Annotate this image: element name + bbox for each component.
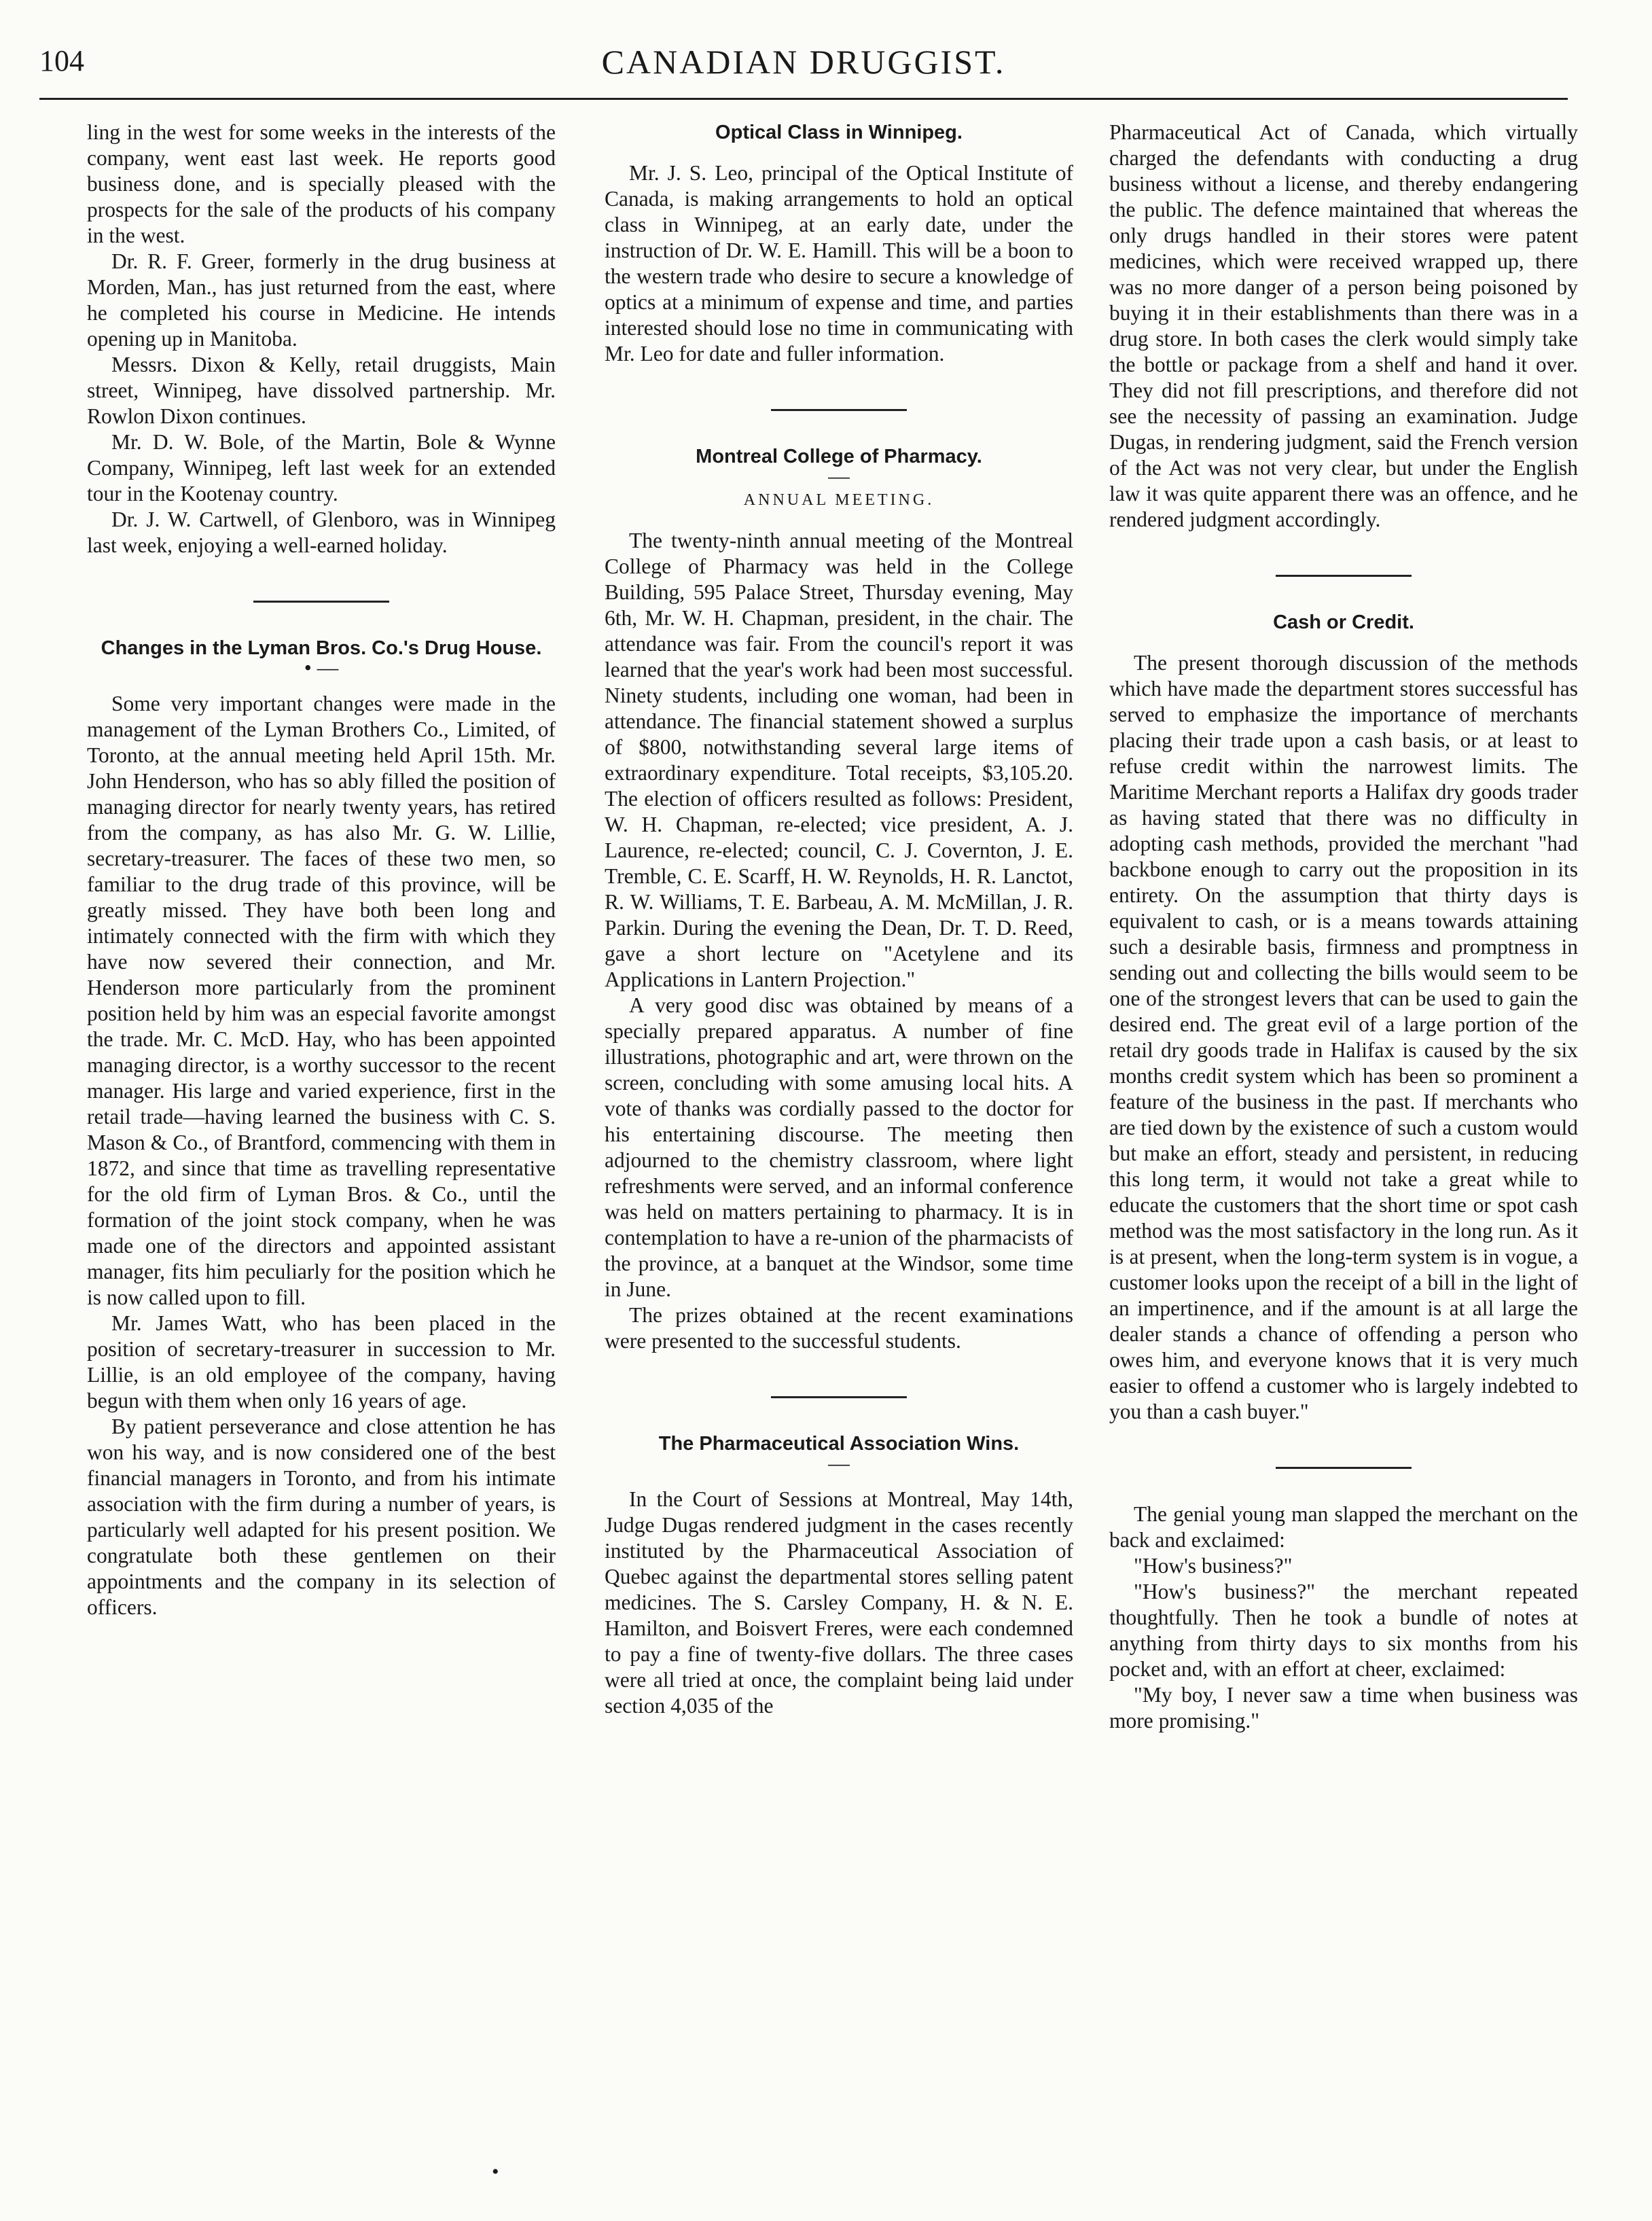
heading-mark: — (828, 464, 850, 488)
paragraph: Mr. James Watt, who has been placed in the position of secretary-treasurer in succession to Mr. Lillie, is an old employee of the company, having begun with them when only 16 years of age. (87, 1311, 556, 1412)
paragraph: "My boy, I never saw a time when business was more promising." (1109, 1683, 1578, 1733)
paragraph: Mr. D. W. Bole, of the Martin, Bole & Wynne Company, Winnipeg, left last week for an extended tour in the Kootenay country. (87, 430, 556, 505)
section-divider (1276, 1467, 1412, 1469)
section-divider (771, 409, 907, 411)
article-heading: Changes in the Lyman Bros. Co.'s Drug House. (101, 637, 542, 659)
page-number: 104 (39, 44, 84, 77)
article-heading: Optical Class in Winnipeg. (715, 122, 963, 143)
article-heading: Montreal College of Pharmacy. (696, 446, 982, 467)
paragraph: Dr. J. W. Cartwell, of Glenboro, was in Winnipeg last week, enjoying a well-earned holiday. (87, 508, 556, 557)
column-3 (1109, 120, 1578, 1734)
column-1 (87, 120, 556, 1620)
section-divider (1276, 575, 1412, 577)
paragraph: A very good disc was obtained by means of a specially prepared apparatus. A number of fine illustrations, photographic and art, were thrown on the screen, concluding with some amusing local hits. A vote of thanks was cordially passed to the doctor for his entertaining discourse. The meeting then adjourned to the chemistry classroom, where light refreshments were served, and an informal conference was held on matters pertaining to pharmacy. It is in contemplation to have a re-union of the pharmacists of the province, at a banquet at the Windsor, some time in June. (605, 993, 1073, 1301)
article-heading: The Pharmaceutical Association Wins. (658, 1433, 1020, 1455)
paragraph: The present thorough discussion of the methods which have made the department stores successful has served to emphasize the importance of merchants placing their trade upon a cash basis, or at least to refuse credit within the narrowest limits. The Maritime Merchant reports a Halifax dry goods trader as having stated that there was no difficulty in adopting cash methods, provided the merchant "had backbone enough to carry out the proposition in its entirety. On the assumption that thirty days is equivalent to cash, or is a means towards attaining such a desirable basis, firmness and promptness in sending out and collecting the bills would seem to be one of the strongest levers that can be used to gain the desired end. The great evil of a large portion of the retail dry goods trade in Halifax is caused by the six months credit system which has been so prominent a feature of the business in the past. If merchants who are tied down by the existence of such a custom would but make an effort, steady and persistent, in reducing this long term, it would not take a great while to educate the customers that the short time or spot cash method was the most satisfactory in the long run. As it is at present, when the long-term system is in vogue, a customer looks upon the receipt of a bill in the light of an impertinence, and if the amount is at all large the dealer stands a chance of offending a person who owes him, and everyone knows that it is very much easier to offend a customer who is largely indebted to you than a cash buyer." (1109, 651, 1578, 1423)
paragraph: By patient perseverance and close attention he has won his way, and is now considered one of the best financial managers in Toronto, and from his intimate association with the firm during a number of years, is particularly well adapted for his present position. We congratulate both these gentlemen on their appointments and the company in its selection of officers. (87, 1415, 556, 1619)
paragraph: Some very important changes were made in the management of the Lyman Brothers Co., Limited, of Toronto, at the annual meeting held April 15th. Mr. John Henderson, who has so ably filled the position of managing director for nearly twenty years, has retired from the company, as has also Mr. G. W. Lillie, secretary-treasurer. The faces of these two men, so familiar to the drug trade of this province, will be greatly missed. They have both been long and intimately connected with the firm with which they have now severed their connection, and Mr. Henderson more particularly from the prominent position held by him was an especial favorite amongst the trade. Mr. C. McD. Hay, who has been appointed managing director, is a worthy successor to the recent manager. His large and varied experience, first in the retail trade—having learned the business with C. S. Mason & Co., of Brantford, commencing with them in 1872, and since that time as travelling representative for the old firm of Lyman Bros. & Co., until the formation of the joint stock company, when he was made one of the directors and appointed assistant manager, fits him peculiarly for the position which he is now called upon to fill. (87, 692, 556, 1309)
paragraph: The prizes obtained at the recent examinations were presented to the successful students. (605, 1303, 1073, 1353)
paragraph: Pharmaceutical Act of Canada, which virtually charged the defendants with conducting a drug business without a license, and thereby endangering the public. The defence maintained that whereas the only drugs handled in their stores were patent medicines, which were received wrapped up, there was no more danger of a person being poisoned by buying it in their establishments than there was in a drug store. In both cases the clerk would simply take the bottle or package from a shelf and hand it over. They did not fill prescriptions, and therefore did not see the necessity of passing an examination. Judge Dugas, in rendering judgment, said the French version of the Act was not very clear, but under the English law it was quite apparent there was an offence, and he rendered judgment accordingly. (1109, 120, 1578, 531)
section-divider (253, 601, 389, 603)
paragraph: In the Court of Sessions at Montreal, May 14th, Judge Dugas rendered judgment in the cases recently instituted by the Pharmaceutical Association of Quebec against the departmental stores selling patent medicines. The S. Carsley Company, H. & N. E. Hamilton, and Boisvert Freres, were each condemned to pay a fine of twenty-five dollars. The three cases were all tried at once, the complaint being laid under section 4,035 of the (605, 1487, 1073, 1718)
page-header (39, 39, 1568, 100)
paragraph: Messrs. Dixon & Kelly, retail druggists, Main street, Winnipeg, have dissolved partnership. Mr. Rowlon Dixon continues. (87, 353, 556, 428)
paragraph: "How's business?" (1134, 1554, 1293, 1578)
column-2 (605, 120, 1073, 1719)
heading-mark: • — (304, 656, 339, 679)
paragraph: "How's business?" the merchant repeated thoughtfully. Then he took a bundle of notes at anything from thirty days to six months from his pocket and, with an effort at cheer, exclaimed: (1109, 1580, 1578, 1681)
section-divider (771, 1396, 907, 1398)
footer-mark: • (492, 2161, 499, 2183)
article-subheading: ANNUAL MEETING. (743, 491, 935, 509)
paragraph: Dr. R. F. Greer, formerly in the drug business at Morden, Man., has just returned from the east, where he completed his course in Medicine. He intends opening up in Manitoba. (87, 249, 556, 351)
article-heading: Cash or Credit. (1273, 611, 1414, 633)
paragraph: The twenty-ninth annual meeting of the Montreal College of Pharmacy was held in the College Building, 595 Palace Street, Thursday evening, May 6th, Mr. W. H. Chapman, president, in the chair. The attendance was fair. From the council's report it was learned that the year's work had been most successful. Ninety students, including one woman, had been in attendance. The financial statement showed a surplus of $800, notwithstanding several large items of extraordinary expenditure. Total receipts, $3,105.20. The election of officers resulted as follows: President, W. H. Chapman, re-elected; vice president, A. J. Laurence, re-elected; council, C. J. Covernton, J. E. Tremble, C. E. Scarff, H. W. Reynolds, H. R. Lanctot, R. W. Williams, T. E. Barbeau, A. M. McMillan, J. R. Parkin. During the evening the Dean, Dr. T. D. Reed, gave a short lecture on "Acetylene and its Applications in Lantern Projection." (605, 529, 1073, 991)
page-title: CANADIAN DRUGGIST. (601, 43, 1006, 81)
heading-mark: — (828, 1451, 850, 1475)
paragraph: Mr. J. S. Leo, principal of the Optical Institute of Canada, is making arrangements to hold an optical class in Winnipeg, at an early date, under the instruction of Dr. W. E. Hamill. This will be a boon to the western trade who desire to secure a knowledge of optics at a minimum of expense and time, and parties interested should lose no time in communicating with Mr. Leo for date and fuller information. (605, 161, 1073, 366)
paragraph: ling in the west for some weeks in the interests of the company, went east last week. He reports good business done, and is specially pleased with the prospects for the sale of the products of his company in the west. (87, 120, 556, 247)
paragraph: The genial young man slapped the merchant on the back and exclaimed: (1109, 1502, 1578, 1552)
